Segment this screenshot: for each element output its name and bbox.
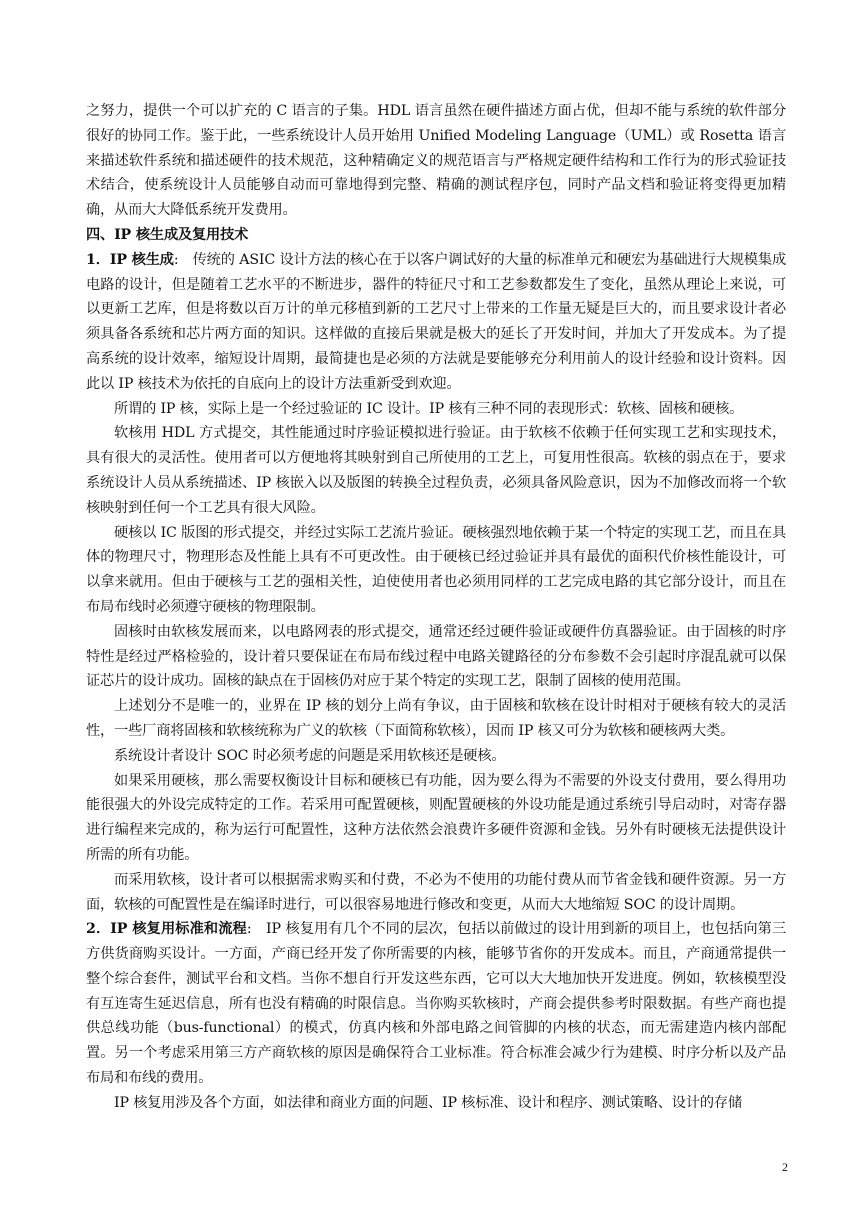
paragraph-intro: 之努力，提供一个可以扩充的 C 语言的子集。HDL 语言虽然在硬件描述方面占优，但却不能与系统的软件部分很好的协同工作。鉴于此，一些系统设计人员开始用 Unified Modeling Language（UML）或 Rosetta 语言来描述软件系统和描述硬件的技术规范，这种精确定义的规范语言与严格规定硬件结构和工作行为的形式验证技术结合，使系统设计人员能够自动而可靠地得到完整、精确的测试程序包，同时产品文档和验证将变得更加精确，从而大大降低系统开发费用。 <box>86 103 786 219</box>
paragraph-firm-core: 固核时由软核发展而来，以电路网表的形式提交，通常还经过硬件验证或硬件仿真器验证。由于固核的时序特性是经过严格检验的，设计着只要保证在布局布线过程中电路关键路径的分布参数不会引起时序混乱就可以保证芯片的设计成功。固核的缺点在于固核仍对应于某个特定的实现工艺，限制了固核的使用范围。 <box>86 623 786 690</box>
section-heading: 四、IP 核生成及复用技术 <box>86 226 249 243</box>
document-body <box>86 99 786 1116</box>
paragraph-ip-generation-text: : 传统的 ASIC 设计方法的核心在于以客户调试好的大量的标准单元和硬宏为基础进行大规模集成电路的设计，但是随着工艺水平的不断进步，器件的特征尺寸和工艺参数都发生了变化，虽然从理论上来说，可以更新工艺库，但是将数以百万计的单元移植到新的工艺尺寸上带来的工作量无疑是巨大的，而且要求设计者必须具备各系统和芯片两方面的知识。这样做的直接后果就是极大的延长了开发时间，并加大了开发成本。为了提高系统的设计效率，缩短设计周期，最简捷也是必须的方法就是要能够充分利用前人的设计经验和设计资料。因此以 IP 核技术为依托的自底向上的设计方法重新受到欢迎。 <box>86 251 786 392</box>
paragraph-hard-core: 硬核以 IC 版图的形式提交，并经过实际工艺流片验证。硬核强烈地依赖于某一个特定的实现工艺，而且在具体的物理尺寸，物理形态及性能上具有不可更改性。由于硬核已经过验证并具有最优的面积代价核性能设计，可以拿来就用。但由于硬核与工艺的强相关性，迫使使用者也必须用同样的工艺完成电路的其它部分设计，而且在布局布线时必须遵守硬核的物理限制。 <box>86 524 786 615</box>
paragraph-use-soft-core: 而采用软核，设计者可以根据需求购买和付费，不必为不使用的功能付费从而节省金钱和硬件资源。另一方面，软核的可配置性是在编译时进行，可以很容易地进行修改和变更，从而大大地缩短 SOC 的设计周期。 <box>86 871 786 913</box>
paragraph-soft-core: 软核用 HDL 方式提交，其性能通过时序验证模拟进行验证。由于软核不依赖于任何实现工艺和实现技术，具有很大的灵活性。使用者可以方便地将其映射到自己所使用的工艺上，可复用性很高。软核的弱点在于，要求系统设计人员从系统描述、IP 核嵌入以及版图的转换全过程负责，必须具备风险意识，因为不加修改而将一个软核映射到任何一个工艺具有很大风险。 <box>86 425 786 516</box>
paragraph-ip-reuse-text: : IP 核复用有几个不同的层次，包括以前做过的设计用到新的项目上，也包括向第三方供货商购买设计。一方面，产商已经开发了你所需要的内核，能够节省你的开发成本。而且，产商通常提供一整个综合套件，测试平台和文档。当你不想自行开发这些东西，它可以大大地加快开发进度。例如，软核模型没有互连寄生延迟信息，所有也没有精确的时限信息。当你购买软核时，产商会提供参考时限数据。有些产商也提供总线功能（bus-functional）的模式，仿真内核和外部电路之间管脚的内核的状态，而无需建造内核内部配置。另一个考虑采用第三方产商软核的原因是确保符合工业标准。符合标准会减少行为建模、时序分析以及产品布局和布线的费用。 <box>86 921 786 1087</box>
paragraph-ip-reuse <box>86 917 786 1091</box>
paragraph-division: 上述划分不是唯一的，业界在 IP 核的划分上尚有争议，由于固核和软核在设计时相对于硬核有较大的灵活性，一些厂商将固核和软核统称为广义的软核（下面简称软核），因而 IP 核又可分为软核和硬核两大类。 <box>86 698 786 739</box>
paragraph-reuse-aspects: IP 核复用涉及各个方面，如法律和商业方面的问题、IP 核标准、设计和程序、测试策略、设计的存储 <box>114 1094 742 1111</box>
paragraph-use-hard-core: 如果采用硬核，那么需要权衡设计目标和硬核已有功能，因为要么得为不需要的外设支付费用，要么得用功能很强大的外设完成特定的工作。若采用可配置硬核，则配置硬核的外设功能是通过系统引导启动时，对寄存器进行编程来完成的，称为运行可配置性，这种方法依然会浪费许多硬件资源和金钱。另外有时硬核无法提供设计所需的所有功能。 <box>86 772 786 863</box>
subsection-label-ip-generation: 1．IP 核生成 <box>86 251 174 268</box>
paragraph-ip-generation <box>86 248 786 397</box>
page-number: 2 <box>782 1160 788 1174</box>
subsection-label-ip-reuse: 2．IP 核复用标准和流程 <box>86 921 247 938</box>
paragraph-design-question: 系统设计者设计 SOC 时必须考虑的问题是采用软核还是硬核。 <box>114 747 506 764</box>
paragraph-ip-core-definition: 所谓的 IP 核，实际上是一个经过验证的 IC 设计。IP 核有三种不同的表现形式：软核、固核和硬核。 <box>114 400 744 417</box>
